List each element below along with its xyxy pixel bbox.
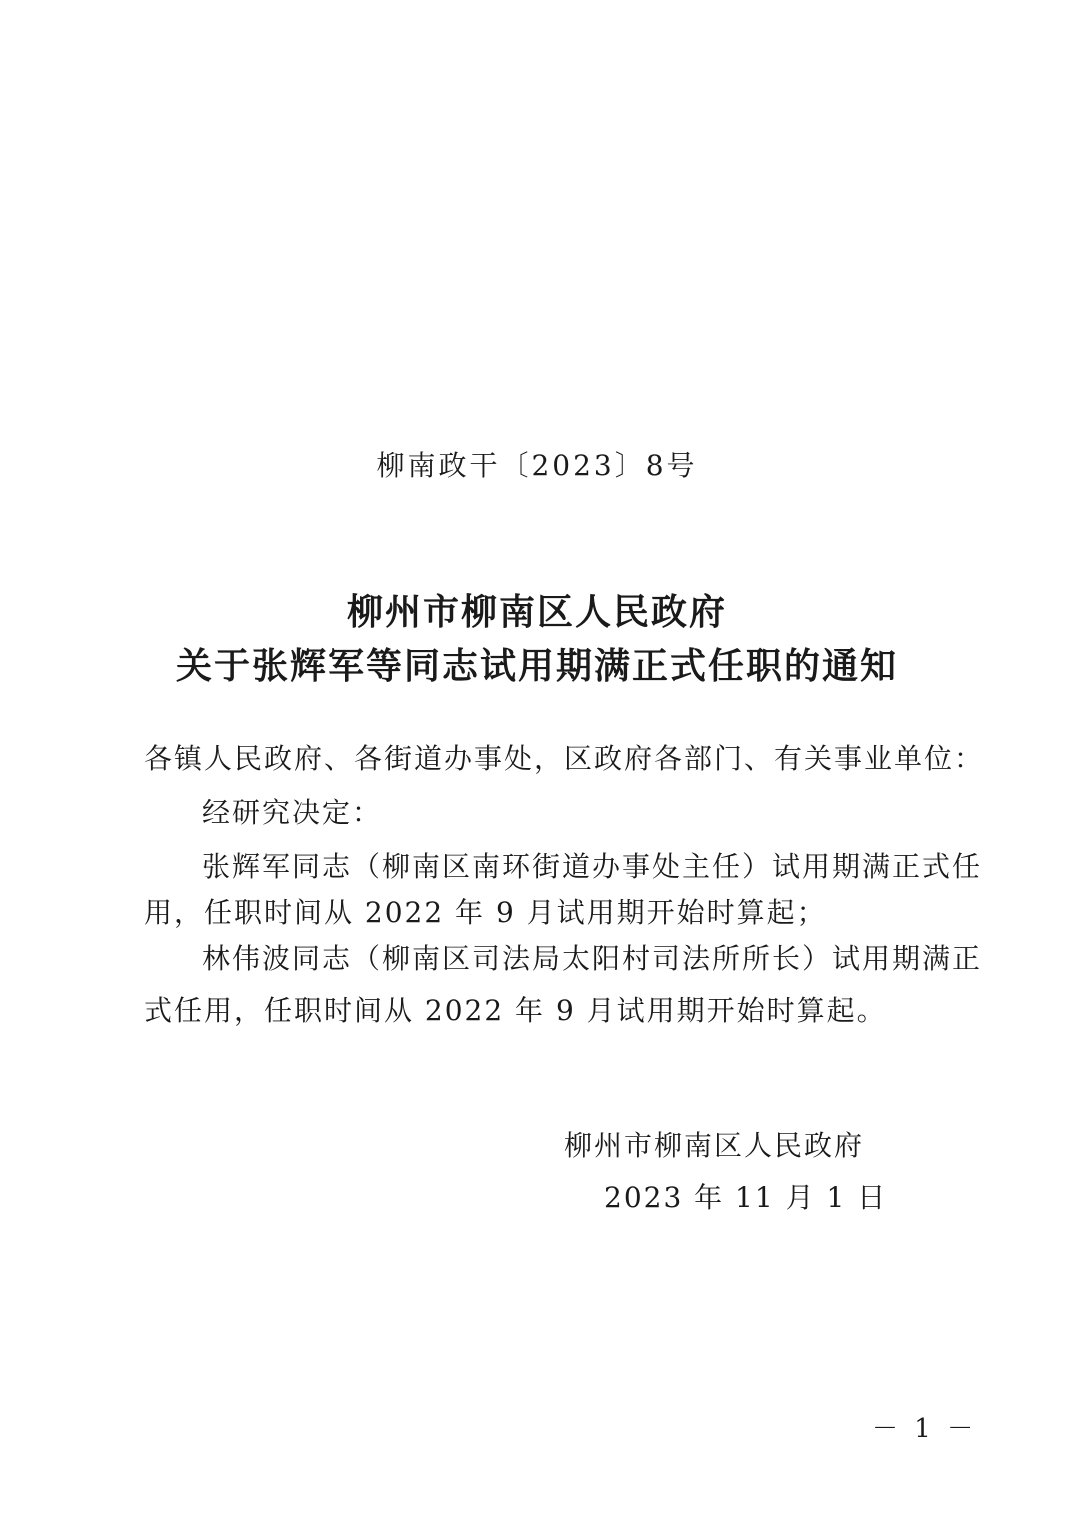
paragraph2-line1: 林伟波同志（柳南区司法局太阳村司法所所长）试用期满正	[202, 942, 983, 975]
document-title-line1: 柳州市柳南区人民政府	[346, 592, 727, 633]
decision-intro: 经研究决定：	[202, 796, 383, 829]
document-number: 柳南政干〔2023〕8号	[376, 449, 698, 482]
signature-date: 2023 年 11 月 1 日	[604, 1181, 888, 1214]
signature-organization: 柳州市柳南区人民政府	[564, 1129, 865, 1162]
paragraph2-line2: 式任用，任职时间从 2022 年 9 月试用期开始时算起。	[144, 994, 887, 1027]
document-title-line2: 关于张辉军等同志试用期满正式任职的通知	[175, 646, 898, 687]
addressee: 各镇人民政府、各街道办事处，区政府各部门、有关事业单位：	[144, 742, 985, 775]
page-number: － 1 －	[872, 1414, 978, 1444]
paragraph1-line1: 张辉军同志（柳南区南环街道办事处主任）试用期满正式任	[202, 850, 983, 883]
paragraph1-line2: 用，任职时间从 2022 年 9 月试用期开始时算起；	[144, 896, 827, 929]
